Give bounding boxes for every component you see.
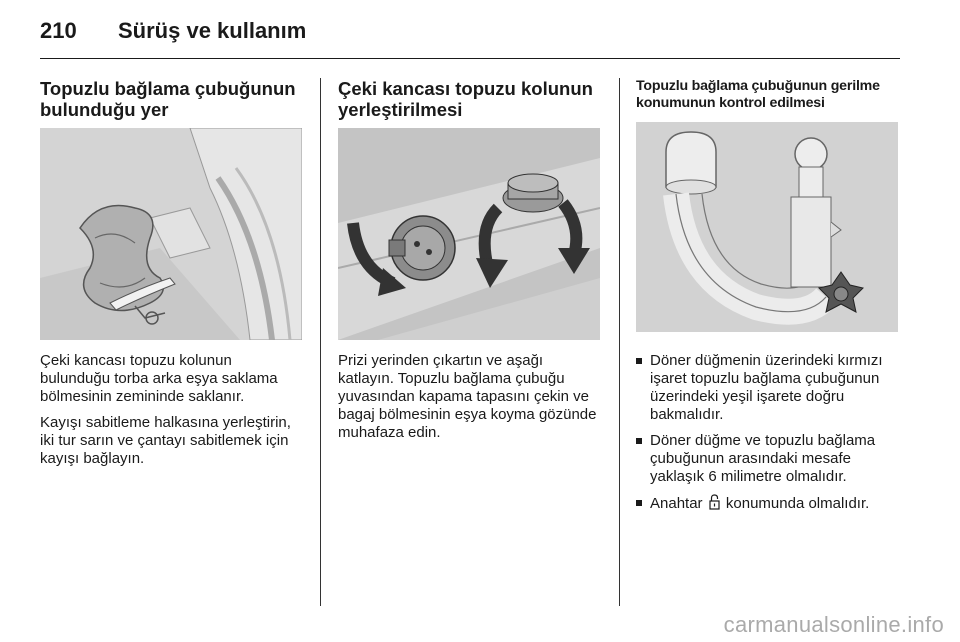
padlock-open-icon: [709, 494, 720, 515]
watermark: carmanualsonline.info: [723, 612, 944, 637]
bullet-marker: [636, 358, 642, 364]
bullet-text: Döner düğmenin üzerindeki kırmızı işaret topuzlu bağlama çubuğunun üzerindeki yeşil işarete doğru bakmalıdır.: [650, 352, 883, 423]
page-header: [40, 14, 900, 59]
bullet-list: [636, 352, 898, 515]
page-number: 210: [40, 18, 77, 43]
section-heading: Topuzlu bağlama çubuğunun gerilme konumunun kontrol edilmesi: [636, 78, 880, 111]
bullet-text-before: Anahtar: [650, 495, 703, 512]
bullet-marker: [636, 438, 642, 444]
column-towbar-location: [40, 78, 302, 468]
bullet-item: [636, 352, 898, 424]
column-divider: [320, 78, 321, 606]
column-divider: [619, 78, 620, 606]
column-towbar-insertion: [338, 78, 600, 442]
bullet-item: [636, 432, 898, 486]
paragraph: Çeki kancası topuzu kolunun bulunduğu torba arka eşya saklama bölmesinin zemininde saklanır.: [40, 352, 278, 405]
paragraph: Kayışı sabitleme halkasına yerleştirin, iki tur sarın ve çantayı sabitlemek için kayışı bağlayın.: [40, 414, 291, 467]
illustration-socket-fold: [338, 128, 600, 340]
bullet-item: [636, 494, 898, 515]
bullet-text: Döner düğme ve topuzlu bağlama çubuğunun arasındaki mesafe yaklaşık 6 milimetre olmalıdır.: [650, 432, 876, 485]
column-tension-check: [636, 78, 898, 523]
bullet-marker: [636, 500, 642, 506]
page-title: Sürüş ve kullanım: [118, 18, 307, 43]
paragraph: Prizi yerinden çıkartın ve aşağı katlayın. Topuzlu bağlama çubuğu yuvasından kapama tapasını çekin ve bagaj bölmesinin eşya koyma gözünde muhafaza edin.: [338, 352, 597, 441]
bullet-text-after: konumunda olmalıdır.: [725, 495, 870, 512]
section-heading: Topuzlu bağlama çubuğunun bulunduğu yer: [40, 78, 296, 120]
illustration-towbar-bag: [40, 128, 302, 340]
illustration-towbar-knob: [636, 122, 898, 332]
section-heading: Çeki kancası topuzu kolunun yerleştirilmesi: [338, 78, 593, 120]
